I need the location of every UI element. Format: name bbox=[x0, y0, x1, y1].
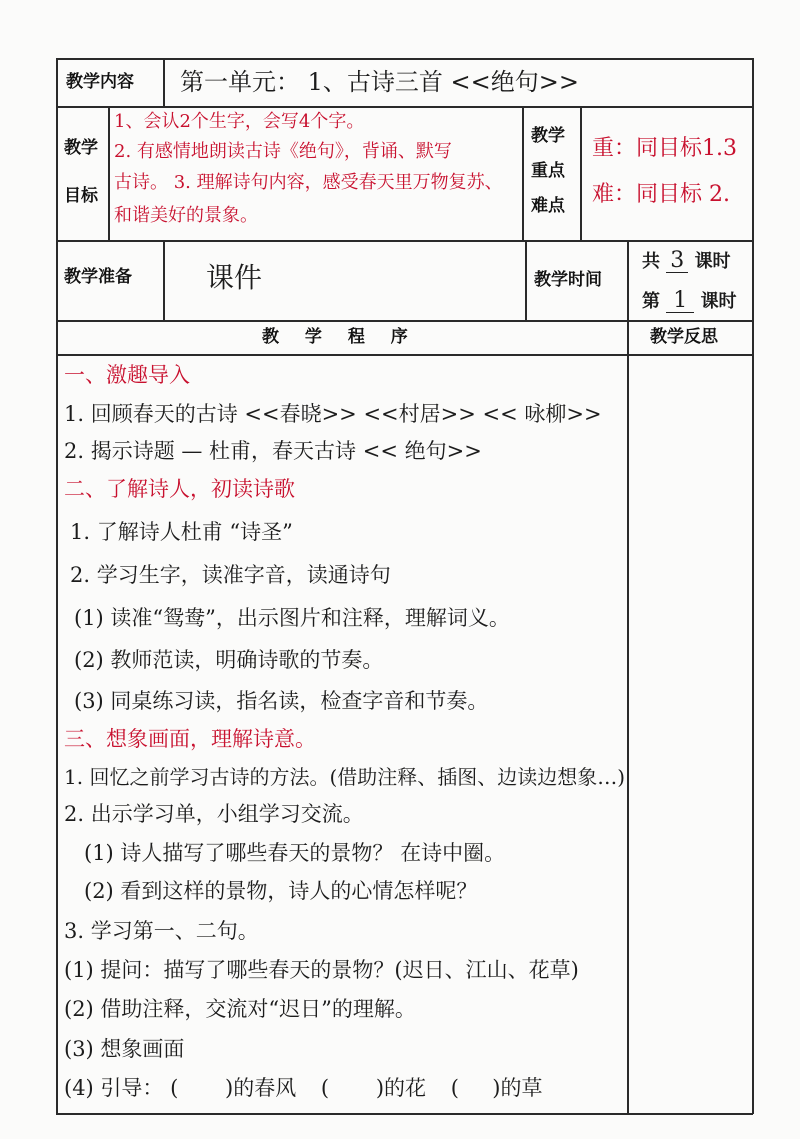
grid-line bbox=[163, 58, 165, 107]
key-point-focus: 重：同目标1.3 bbox=[592, 136, 737, 161]
keypoints-label-line3: 难点 bbox=[531, 196, 565, 216]
procedure-line: (2) 借助注释，交流对“迟日”的理解。 bbox=[64, 997, 416, 1021]
goals-label-line1: 教学 bbox=[64, 138, 98, 158]
goal-line-2: 2. 有感情地朗读古诗《绝句》，背诵、默写 bbox=[114, 141, 452, 162]
guide-spring-wind: 的春风 bbox=[233, 1076, 297, 1100]
guide-grass: 的草 bbox=[500, 1076, 543, 1100]
grid-line-bottom bbox=[56, 1113, 753, 1115]
keypoints-label-line1: 教学 bbox=[531, 126, 565, 146]
procedure-line: 1. 回顾春天的古诗 <<春晓>> <<村居>> << 咏柳>> bbox=[64, 402, 602, 426]
grid-line bbox=[580, 106, 582, 241]
grid-line-right bbox=[752, 58, 754, 1114]
guide-line bbox=[64, 1078, 543, 1099]
teaching-content-label: 教学内容 bbox=[66, 72, 134, 92]
keypoints-label-line2: 重点 bbox=[531, 161, 565, 181]
section-heading-3: 三、想象画面，理解诗意。 bbox=[64, 727, 316, 751]
total-value: 3 bbox=[666, 250, 688, 273]
grid-line-top bbox=[56, 58, 753, 60]
blank-paren: ( ) bbox=[170, 1076, 234, 1100]
current-hour bbox=[642, 290, 737, 313]
section-heading-1: 一、激趣导入 bbox=[64, 363, 190, 387]
grid-line bbox=[627, 240, 629, 1114]
goals-label-line2: 目标 bbox=[64, 186, 98, 206]
procedure-line: (3) 同桌练习读，指名读，检查字音和节奏。 bbox=[74, 689, 489, 713]
prep-value: 课件 bbox=[206, 261, 263, 294]
grid-line bbox=[56, 240, 753, 242]
grid-line bbox=[56, 106, 753, 108]
procedure-line: 3. 学习第一、二句。 bbox=[64, 919, 259, 943]
current-value: 1 bbox=[666, 290, 694, 313]
prep-label: 教学准备 bbox=[64, 267, 132, 287]
current-prefix: 第 bbox=[642, 291, 660, 312]
procedure-title: 教 学 程 序 bbox=[262, 327, 418, 347]
reflection-title: 教学反思 bbox=[650, 327, 718, 347]
teaching-content-value: 第一单元： 1、古诗三首 <<绝句>> bbox=[180, 68, 579, 96]
grid-line bbox=[522, 106, 524, 241]
blank-paren: ( ) bbox=[320, 1076, 385, 1100]
procedure-line: (3) 想象画面 bbox=[64, 1037, 185, 1061]
total-suffix: 课时 bbox=[694, 251, 731, 272]
blank-paren: ( ) bbox=[450, 1076, 501, 1100]
goal-line-4: 和谐美好的景象。 bbox=[114, 205, 258, 226]
total-prefix: 共 bbox=[642, 251, 660, 272]
goal-line-3: 古诗。 3. 理解诗句内容，感受春天里万物复苏、 bbox=[114, 172, 503, 193]
current-suffix: 课时 bbox=[700, 291, 737, 312]
key-point-difficulty: 难：同目标 2. bbox=[592, 182, 730, 207]
procedure-line: (1) 读准“鸳鸯”，出示图片和注释，理解词义。 bbox=[74, 606, 510, 630]
procedure-line: 2. 学习生字，读准字音，读通诗句 bbox=[70, 563, 391, 587]
procedure-line: (2) 教师范读，明确诗歌的节奏。 bbox=[74, 648, 384, 672]
grid-line bbox=[525, 240, 527, 321]
procedure-line: (1) 提问：描写了哪些春天的景物？(迟日、江山、花草) bbox=[64, 958, 579, 982]
procedure-line: 1. 了解诗人杜甫 “诗圣” bbox=[70, 520, 293, 544]
total-hours bbox=[642, 250, 731, 273]
grid-line bbox=[56, 320, 753, 322]
procedure-line: 1. 回忆之前学习古诗的方法。(借助注释、插图、边读边想象…) bbox=[64, 765, 626, 789]
grid-line bbox=[56, 354, 753, 356]
section-heading-2: 二、了解诗人，初读诗歌 bbox=[64, 477, 295, 501]
guide-prefix: (4) 引导： bbox=[64, 1076, 164, 1100]
procedure-line: 2. 揭示诗题 — 杜甫，春天古诗 << 绝句>> bbox=[64, 439, 482, 463]
guide-flower: 的花 bbox=[384, 1076, 427, 1100]
goal-line-1: 1、会认2个生字，会写4个字。 bbox=[114, 111, 365, 132]
time-label: 教学时间 bbox=[534, 270, 602, 290]
grid-line-left bbox=[56, 58, 58, 1114]
grid-line bbox=[108, 106, 110, 241]
procedure-line: 2. 出示学习单，小组学习交流。 bbox=[64, 802, 364, 826]
procedure-line: (1) 诗人描写了哪些春天的景物？ 在诗中圈。 bbox=[84, 841, 506, 865]
grid-line bbox=[163, 240, 165, 321]
procedure-line: (2) 看到这样的景物，诗人的心情怎样呢？ bbox=[84, 879, 478, 903]
